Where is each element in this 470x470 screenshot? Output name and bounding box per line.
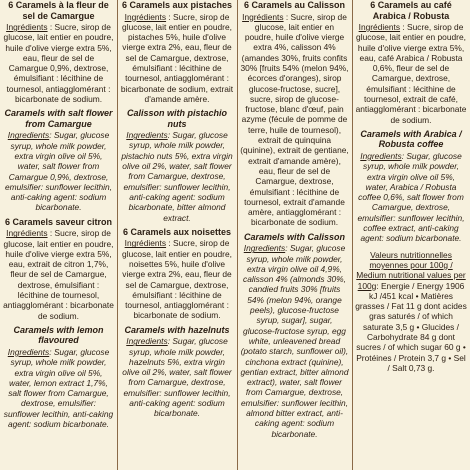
ingredients-text: : Sucre, sirop de glucose, lait entier en poudre, huile d'olive vierge extra 5%, eau, extrait de citron 1,7%, fleur de sel de Camargue, dextrose, émulsifiant : lécithine de tournesol, antiagglomérant : bicarbonate de sodium. bbox=[3, 228, 114, 321]
product-block-fleur-de-sel bbox=[3, 0, 114, 213]
column-2 bbox=[117, 0, 237, 470]
product-title-fr: 6 Caramels au Calisson bbox=[243, 0, 346, 10]
column-1 bbox=[0, 0, 117, 470]
ingredients-en bbox=[120, 336, 234, 418]
ingredients-label: Ingrédients bbox=[242, 11, 284, 22]
ingredients-label: Ingredients bbox=[126, 130, 168, 141]
ingredients-label: Ingrédients bbox=[124, 11, 167, 22]
ingredients-label: Ingredients bbox=[243, 243, 286, 254]
column-4 bbox=[352, 0, 470, 470]
ingredients-text: : Sugar, glucose syrup, whole milk powder, extra virgin olive oil 5%, water, Arabica / Robusta coffee 0,6%, salt flower from Camargue, dextrose, emulsifier: sunflower lecithin, coffee extract, anti-caking agent: sodium bicarbonate. bbox=[357, 150, 465, 244]
product-block-pistaches bbox=[120, 0, 234, 223]
ingredients-fr bbox=[120, 238, 234, 320]
ingredients-en bbox=[120, 130, 234, 223]
ingredients-label: Ingredients bbox=[7, 130, 50, 141]
ingredients-fr bbox=[3, 228, 114, 321]
product-block-cafe bbox=[355, 0, 467, 244]
column-3 bbox=[237, 0, 352, 470]
ingredients-label: Ingredients bbox=[126, 336, 168, 347]
ingredients-fr bbox=[240, 12, 349, 228]
ingredients-label: Ingredients bbox=[360, 150, 402, 161]
ingredients-text: : Sucre, sirop de glucose, lait entier en poudre, pistaches 5%, huile d'olive vierge extra 2%, eau, fleur de sel de Camargue, dextrose, émulsifiant : lécithine de tournesol, antiagglomérant : bicarbonate de sodium, extrait d'amande amère. bbox=[120, 11, 234, 104]
ingredients-text: : Sucre, sirop de glucose, lait entier en poudre, huile d'olive vierge extra 5%, eau, café Arabica / Robusta 0,6%, fleur de sel de Camargue, dextrose, émulsifiant : lécithine de tournesol, extrait de café, antiagglomérant : bicarbonate de sodium. bbox=[355, 22, 467, 125]
ingredients-fr bbox=[355, 22, 467, 125]
product-title-fr: 6 Caramels aux noisettes bbox=[122, 226, 232, 237]
ingredients-label: Ingrédients bbox=[6, 228, 48, 239]
ingredients-en bbox=[355, 151, 467, 244]
ingredients-text: : Sugar, glucose syrup, whole milk powder, extra virgin olive oil 5%, water, lemon extract 1,7%, salt flower from Camargue, dextrose, emulsifier: sunflower lecithin, anti-caking agent: sodium bicarbonate. bbox=[3, 346, 114, 429]
product-title-en: Caramels with salt flower from Camargue bbox=[4, 108, 113, 129]
ingredients-label: Ingredients bbox=[7, 346, 50, 357]
ingredients-label: Ingrédients bbox=[358, 22, 401, 32]
ingredients-fr bbox=[120, 12, 234, 105]
ingredients-en bbox=[240, 243, 349, 439]
product-title-fr: 6 Caramels saveur citron bbox=[4, 216, 113, 227]
product-title-en: Caramels with Arabica / Robusta coffee bbox=[360, 128, 462, 150]
nutrition-text bbox=[355, 250, 467, 374]
nutrition-values: : Energie / Energy 1906 kJ /451 kcal • Matières grasses / Fat 11 g dont acides gras saturés / of which saturate 3,5 g • Glucides / Carbohydrate 84 g dont sucres / of which sugar 60 g • Protéines / Protein 3,7 g • Sel / Salt 0,73 g. bbox=[355, 280, 467, 373]
product-block-calisson bbox=[240, 0, 349, 439]
product-block-noisettes bbox=[120, 227, 234, 419]
product-block-citron bbox=[3, 217, 114, 430]
ingredients-label: Ingrédients bbox=[6, 22, 48, 32]
ingredients-fr bbox=[3, 22, 114, 104]
ingredients-text: : Sucre, sirop de glucose, lait entier en poudre, huile d'olive vierge extra 5%, eau, fleur de sel de Camargue 0,9%, dextrose, émulsifiant : lécithine de tournesol, antiagglomérant : bicarbonate de sodium. bbox=[3, 22, 114, 105]
ingredients-text: : Sucre, sirop de glucose, lait entier en poudre, huile d'olive vierge extra 4%, calisson 4% (amandes 30%, fruits confits 30% [fruits 54% (melon 94%, écorces d'oranges), sirop glucose-fructose, sucre], sucre, sirop de glucose-fructose, blanc d'œuf, pain azyme (fécule de pomme de terre, huile de tournesol), extrait de quinquina (quinine), extrait de gentiane, extrait d'amande amère), eau, fleur de sel de Camargue, dextrose, émulsifiant : lécithine de tournesol, extrait d'amande amère, antiagglomérant : bicarbonate de sodium. bbox=[240, 11, 349, 228]
ingredients-text: : Sugar, glucose syrup, whole milk powder, extra virgin olive oil 4,9%, calisson 4% (almonds 30%, candied fruits 30% [fruits 54% (melon 94%, orange peels), glucose-fructose syrup, sugar], sugar, glucose-fructose syrup, egg white, unleavened bread (potato starch, sunflower oil), cinchona extract (quinine), gentian extract, bitter almond extract), water, salt flower from Camargue, dextrose, emulsifier: sunflower lecithin, almond bitter extract, anti-caking agent: sodium bicarbonate. bbox=[240, 243, 349, 439]
ingredients-text: : Sugar, glucose syrup, whole milk powder, hazelnuts 5%, extra virgin olive oil 2%, water, salt flower from Camargue, dextrose, emulsifier: sunflower lecithin, anti-caking agent: sodium bicarbonate. bbox=[122, 336, 232, 419]
ingredients-text: : Sucre, sirop de glucose, lait entier en poudre, noisettes 5%, huile d'olive vierge extra 2%, eau, fleur de sel de Camargue, dextrose, émulsifiant : lécithine de tournesol, antiagglomérant : bicarbonate de sodium. bbox=[122, 238, 232, 321]
product-title-en: Caramels with hazelnuts bbox=[124, 324, 230, 335]
nutrition-header: Valeurs nutritionnelles moyennes pour 100g / Medium nutritional values per 100g bbox=[356, 249, 466, 291]
ingredients-text: : Sugar, glucose syrup, whole milk powder, extra virgin olive oil 5%, water, salt flower from Camargue 0,9%, dextrose, emulsifier: sunflower lecithin, anti-caking agent: sodium bicarbonate. bbox=[4, 130, 113, 213]
ingredients-text: : Sugar, glucose syrup, whole milk powder, pistachio nuts 5%, extra virgin olive oil 2%, water, salt flower from Camargue, dextrose, emulsifier: sunflower lecithin, anti-caking agent: sodium bicarbonate, bitter almond extract. bbox=[121, 130, 233, 223]
product-title-fr: 6 Caramels au café Arabica / Robusta bbox=[370, 0, 452, 21]
product-title-fr: 6 Caramels à la fleur de sel de Camargue bbox=[8, 0, 109, 21]
product-title-fr: 6 Caramels aux pistaches bbox=[121, 0, 233, 10]
product-title-en: Calisson with pistachio nuts bbox=[126, 108, 227, 129]
product-title-en: Caramels with lemon flavoured bbox=[13, 324, 104, 346]
product-title-en: Caramels with Calisson bbox=[243, 231, 346, 242]
nutrition-facts bbox=[355, 250, 467, 374]
ingredients-label: Ingrédients bbox=[124, 238, 167, 249]
ingredients-en bbox=[3, 130, 114, 212]
ingredients-en bbox=[3, 347, 114, 429]
